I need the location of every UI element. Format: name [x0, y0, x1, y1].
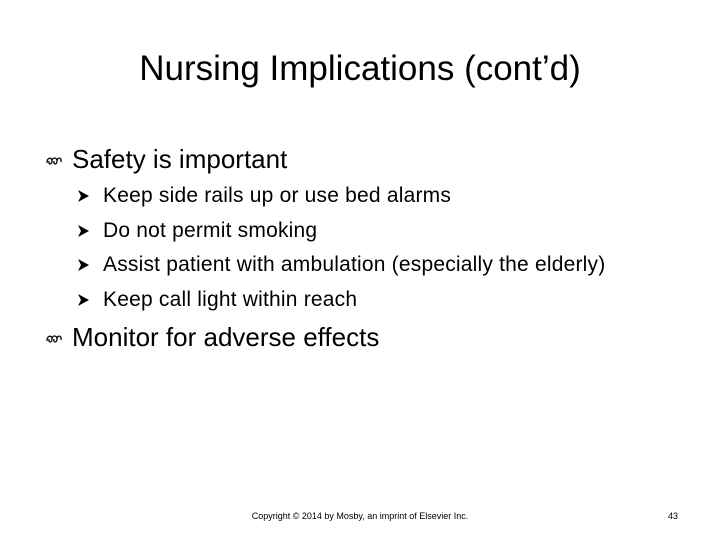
sub-bullet-call-light: Keep call light within reach [103, 288, 358, 311]
sub-bullet-ambulation: Assist patient with ambulation (especially the elderly) [103, 253, 606, 276]
sub-bullet-smoking: Do not permit smoking [103, 219, 318, 242]
arrowhead-bullet-icon [76, 183, 92, 209]
bullet-monitor: Monitor for adverse effects [72, 322, 380, 352]
arrowhead-bullet-icon [76, 218, 92, 244]
page-number: 43 [667, 511, 678, 521]
arrowhead-bullet-icon [76, 252, 92, 278]
footer-copyright: Copyright © 2014 by Mosby, an imprint of Elsevier Inc. [251, 511, 469, 521]
bullet-safety: Safety is important [72, 144, 288, 174]
arrowhead-bullet-icon [76, 287, 92, 313]
sub-bullet-side-rails: Keep side rails up or use bed alarms [103, 184, 452, 207]
slide-title: Nursing Implications (cont’d) [139, 49, 581, 88]
curl-bullet-icon [45, 322, 63, 352]
curl-bullet-icon [45, 144, 63, 174]
